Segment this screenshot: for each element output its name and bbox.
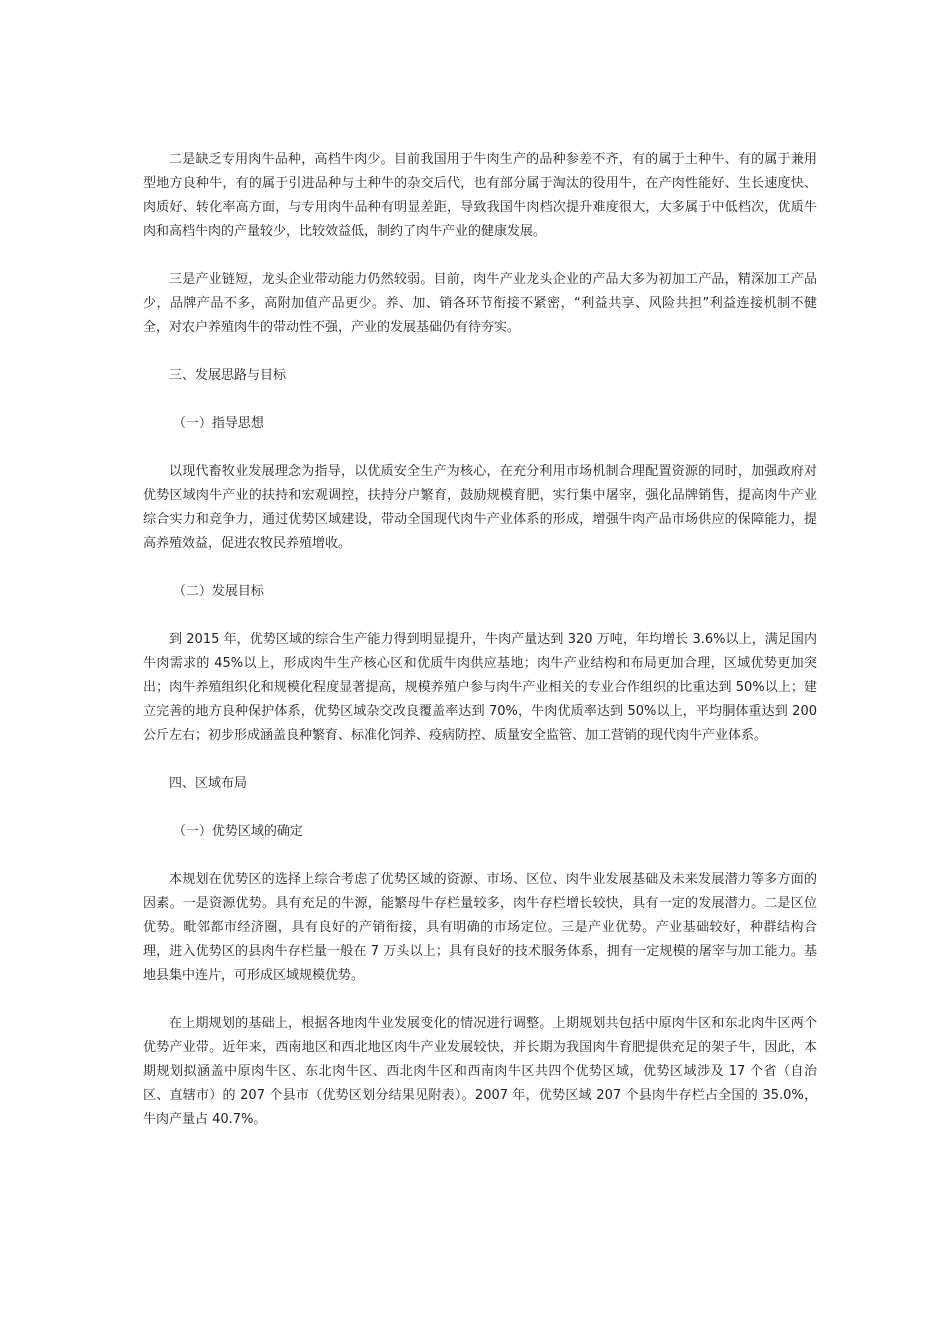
subsection-heading-development-goals: （二）发展目标 [172,584,264,599]
paragraph-guiding-ideology: 以现代畜牧业发展理念为指导，以优质安全生产为核心，在充分利用市场机制合理配置资源的同时，加强政府对优势区域肉牛产业的扶持和宏观调控，扶持分户繁育，鼓励规模育肥，实行集中屠宰，强化品牌销售，提高肉牛产业综合实力和竞争力，通过优势区域建设，带动全国现代肉牛产业体系的形成，增强牛肉产品市场供应的保障能力，提高养殖效益，促进农牧民养殖增收。 [143,464,817,551]
paragraph-development-goals: 到 2015 年，优势区域的综合生产能力得到明显提升，牛肉产量达到 320 万吨，年均增长 3.6%以上，满足国内牛肉需求的 45%以上，形成肉牛生产核心区和优质牛肉供应基地；肉牛产业结构和布局更加合理，区域优势更加突出；肉牛养殖组织化和规模化程度显著提高，规模养殖户参与肉牛产业相关的专业合作组织的比重达到 50%以上；建立完善的地方良种保护体系，优势区域杂交改良覆盖率达到 70%，牛肉优质率达到 50%以上，平均胴体重达到 200 公斤左右；初步形成涵盖良种繁育、标准化饲养、疫病防控、质量安全监管、加工营销的现代肉牛产业体系。 [143,632,817,743]
paragraph-industry-chain: 三是产业链短，龙头企业带动能力仍然较弱。目前，肉牛产业龙头企业的产品大多为初加工产品，精深加工产品少，品牌产品不多，高附加值产品更少。养、加、销各环节衔接不紧密，“利益共享、风险共担”利益连接机制不健全，对农户养殖肉牛的带动性不强，产业的发展基础仍有待夯实。 [143,272,817,335]
document-body [143,148,817,1156]
paragraph-advantage-region-criteria: 本规划在优势区的选择上综合考虑了优势区域的资源、市场、区位、肉牛业发展基础及未来发展潜力等多方面的因素。一是资源优势。具有充足的牛源，能繁母牛存栏量较多，肉牛存栏增长较快，具有一定的发展潜力。二是区位优势。毗邻都市经济圈，具有良好的产销衔接，具有明确的市场定位。三是产业优势。产业基础较好，种群结构合理，进入优势区的县肉牛存栏量一般在 7 万头以上；具有良好的技术服务体系，拥有一定规模的屠宰与加工能力。基地县集中连片，可形成区域规模优势。 [143,872,817,983]
section-heading-regional-layout: 四、区域布局 [169,776,248,791]
subsection-heading-guiding-ideology: （一）指导思想 [172,416,264,431]
section-heading-development-ideas: 三、发展思路与目标 [169,368,287,383]
paragraph-advantage-region-adjustment: 在上期规划的基础上，根据各地肉牛业发展变化的情况进行调整。上期规划共包括中原肉牛区和东北肉牛区两个优势产业带。近年来，西南地区和西北地区肉牛产业发展较快，并长期为我国肉牛育肥提供充足的架子牛，因此，本期规划拟涵盖中原肉牛区、东北肉牛区、西北肉牛区和西南肉牛区共四个优势区域，优势区域涉及 17 个省（自治区、直辖市）的 207 个县市（优势区划分结果见附表）。2007 年，优势区域 207 个县肉牛存栏占全国的 35.0%，牛肉产量占 40.7%。 [143,1016,817,1127]
paragraph-breed-shortage: 二是缺乏专用肉牛品种，高档牛肉少。目前我国用于牛肉生产的品种参差不齐，有的属于土种牛、有的属于兼用型地方良种牛，有的属于引进品种与土种牛的杂交后代，也有部分属于淘汰的役用牛，在产肉性能好、生长速度快、肉质好、转化率高方面，与专用肉牛品种有明显差距，导致我国牛肉档次提升难度很大，大多属于中低档次，优质牛肉和高档牛肉的产量较少，比较效益低，制约了肉牛产业的健康发展。 [143,152,817,239]
subsection-heading-advantage-region: （一）优势区域的确定 [172,824,303,839]
